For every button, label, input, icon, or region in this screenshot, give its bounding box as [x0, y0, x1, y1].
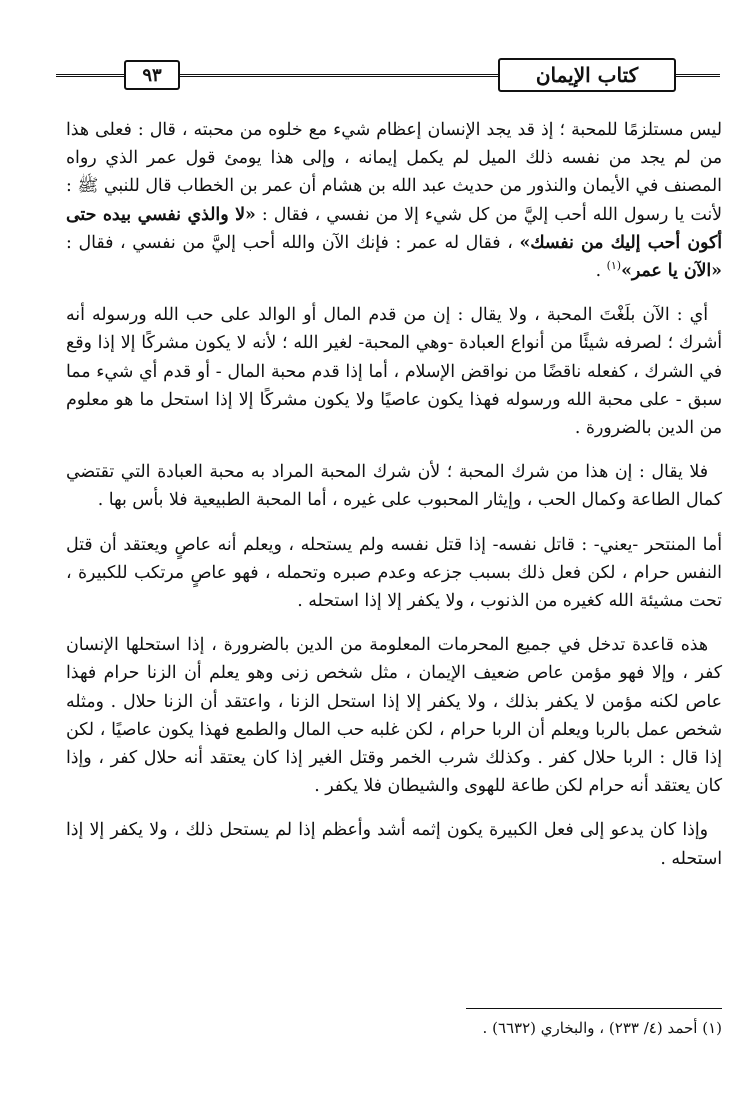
hadith-quote: «لا والذي نفسي بيده حتى أكون أحب إليك من نفسك»	[66, 204, 722, 253]
paragraph-2: أي : الآن بلَغْتَ المحبة ، ولا يقال : إن من قدم المال أو الوالد على حب الله ورسوله أنه أشرك ؛ لصرفه شيئًا من أنواع العبادة -وهي المحبة- لغير الله ؛ لأنه لا يكون مشركًا إلا إذا وقع في الشرك ، كفعله ناقضًا من نواقض الإسلام ، أما إذا قدم محبة المال - أو قدم أي شيء مما سبق - على محبة الله ورسوله فهذا يكون عاصيًا ولا يكون مشركًا إلا إذا استحل ما هو معلوم من الدين بالضرورة .	[66, 305, 722, 439]
paragraph-6: وإذا كان يدعو إلى فعل الكبيرة يكون إثمه أشد وأعظم إذا لم يستحل ذلك ، ولا يكفر إلا إذا استحله .	[66, 820, 722, 869]
page-header	[56, 58, 720, 98]
chapter-title: كتاب الإيمان	[498, 58, 676, 92]
page-number: ٩٣	[124, 60, 180, 90]
header-rule-right	[676, 74, 720, 77]
hadith-quote-2: «الآن يا عمر»	[621, 261, 722, 282]
header-rule-middle	[180, 74, 498, 77]
footnote: (١) أحمد (٤/ ٢٣٣) ، والبخاري (٦٦٣٢) .	[482, 1019, 722, 1037]
footnote-ref[interactable]: (١)	[606, 259, 622, 273]
paragraph-4: أما المنتحر -يعني- : قاتل نفسه- إذا قتل نفسه ولم يستحله ، ويعلم أنه عاصٍ ويعتقد أن قتل النفس حرام ، لكن فعل ذلك بسبب جزعه وعدم صبره وتحمله ، فهو عاصٍ مرتكب للكبيرة ، تحت مشيئة الله كغيره من الذنوب ، ولا يكفر إلا إذا استحله .	[66, 534, 722, 612]
page-body	[66, 116, 722, 889]
header-rule-left	[56, 74, 124, 77]
paragraph-3: فلا يقال : إن هذا من شرك المحبة ؛ لأن شرك المحبة المراد به محبة العبادة التي تقتضي كمال الطاعة وكمال الحب ، وإيثار المحبوب على غيره ، أما المحبة الطبيعية فلا بأس بها .	[66, 462, 722, 511]
paragraph-1: ليس مستلزمًا للمحبة ؛ إذ قد يجد الإنسان إعظام شيء مع خلوه من محبته ، قال : فعلى هذا من لم يجد من نفسه ذلك الميل لم يكمل إيمانه ، وإلى هذا يومئ قول عمر الذي رواه المصنف في الأيمان والنذور من حديث عبد الله بن هشام أن عمر بن الخطاب قال للنبي ﷺ : لأنت يا رسول الله أحب إليَّ من كل شيء إلا من نفسي ، فقال : «لا والذي نفسي بيده حتى أكون أحب إليك من نفسك» ، فقال له عمر : فإنك الآن والله أحب إليَّ من نفسي ، فقال : «الآن يا عمر»$^{(١)}$ .	[66, 120, 722, 282]
paragraph-5: هذه قاعدة تدخل في جميع المحرمات المعلومة من الدين بالضرورة ، إذا استحلها الإنسان كفر ، وإلا فهو مؤمن عاص ضعيف الإيمان ، مثل شخص زنى وهو يعلم أن الزنا حرام فهذا عاص لكنه مؤمن لا يكفر بذلك ، ولا يكفر إلا إذا استحل الزنا ، واعتقد أن الزنا حلال . ومثله شخص عمل بالربا ويعلم أن الربا حرام ، لكن غلبه حب المال والطمع فهذا يكون عاصيًا ، لكن إذا قال : الربا حلال كفر . وكذلك شرب الخمر وقتل الغير إذا كان يعتقد أنه حلال كفر ، وإذا كان يعتقد أنه حرام لكن طاعة للهوى والشيطان فلا يكفر .	[66, 635, 722, 797]
footnote-separator	[466, 1008, 722, 1009]
